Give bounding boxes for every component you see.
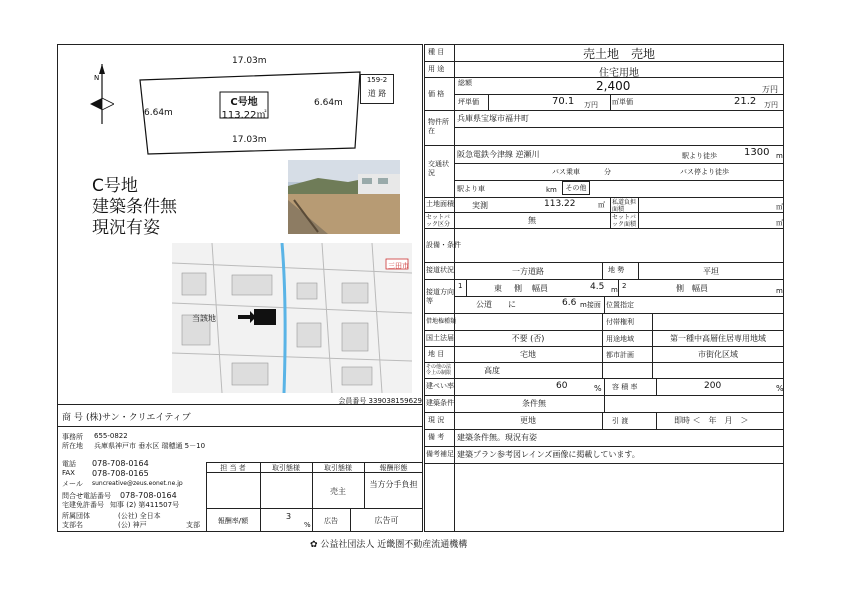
far-label: 容 積 率	[612, 383, 638, 391]
road-1-side: 側	[514, 284, 522, 293]
headline-line-1: C号地	[92, 176, 138, 196]
fax: 078-708-0165	[92, 469, 149, 478]
walk-distance: 1300	[744, 147, 770, 158]
road-1-unit: m	[611, 286, 618, 294]
land-area-unit: ㎡	[598, 201, 605, 209]
site-photo	[288, 160, 400, 234]
tsubo-label: 坪単価	[458, 98, 479, 106]
remarks-label: 備 考	[428, 433, 445, 441]
road-2-width-label: 幅員	[692, 284, 708, 293]
fee-value: 3	[286, 512, 292, 521]
tsubo-price: 70.1	[552, 96, 575, 107]
setback-area-label: セットバック面積	[612, 214, 637, 228]
fee-form: 当方分手負担	[369, 480, 418, 489]
plot-lot-area: 113.22㎡	[221, 110, 267, 121]
company-name-label: 商 号	[62, 413, 83, 423]
headline-line-3: 現況有姿	[92, 218, 160, 238]
position-designation-label: 位置指定	[606, 301, 634, 309]
km-unit: km	[546, 186, 557, 194]
current-state-label: 現 況	[428, 416, 445, 424]
remarks-supplement-label: 備考補足	[426, 450, 454, 458]
plot-top-width: 17.03m	[232, 56, 267, 66]
walk-label: 駅より徒歩	[682, 152, 717, 160]
walk-unit: m	[776, 152, 783, 160]
map-tag: 三田市	[388, 262, 409, 270]
transaction-type: 売主	[330, 487, 346, 496]
branch-suffix: 支部	[186, 521, 200, 529]
road-status-label: 接道状況	[426, 266, 454, 274]
remarks-supplement: 建築プラン参考図レインズ画像に掲載しています。	[457, 450, 640, 459]
member-number: 会員番号 339038159629	[338, 397, 422, 405]
bus-minutes: 分	[604, 168, 611, 176]
price-value: 2,400	[596, 79, 631, 93]
sqm-unit: 万円	[764, 101, 778, 109]
land-rent-label: 付帯権利	[606, 318, 634, 326]
price-sub-label: 総額	[458, 79, 472, 87]
road-1-width: 4.5	[590, 282, 605, 292]
road-direction-label: 接道方向等	[426, 288, 454, 305]
sqm-label: ㎡単価	[612, 98, 633, 106]
ad-value: 広告可	[374, 516, 399, 525]
private-road-unit: ㎡	[776, 203, 783, 211]
terrain: 平坦	[703, 267, 719, 276]
address-label: 所在地	[62, 442, 83, 450]
footer-text: 公益社団法人 近畿圏不動産流通機構	[320, 540, 468, 550]
north-arrow-icon	[86, 62, 114, 126]
road-length: 6.6	[562, 298, 577, 308]
tsubo-unit: 万円	[584, 101, 598, 109]
road-label: 道 路	[367, 89, 387, 98]
bus-label: バス乗車	[552, 168, 580, 176]
current-state: 更地	[520, 416, 536, 425]
staff-header-1: 担 当 者	[220, 464, 246, 472]
company-name: (株)サン・クリエイティブ	[86, 413, 191, 423]
assoc: (公社) 全日本	[118, 512, 161, 520]
land-area-type: 実測	[472, 201, 488, 210]
land-rights-label: 借地権種類	[426, 318, 457, 325]
national-land: 不要 (否)	[511, 334, 545, 343]
plot-left-depth: 6.64m	[144, 108, 173, 118]
road-2-unit: m	[776, 287, 783, 295]
remarks: 建築条件無。現況有姿	[457, 433, 537, 442]
road-length-unit: m接面	[580, 301, 601, 309]
plot-lot-name: C号地	[230, 97, 258, 108]
type-label: 種 目	[428, 48, 445, 56]
station: 阪急電鉄今津線 逆瀬川	[457, 150, 540, 159]
license-label: 宅建免許番号	[62, 501, 104, 509]
road-2-no: 2	[622, 282, 627, 290]
tel: 078-708-0164	[92, 459, 149, 468]
far: 200	[704, 381, 722, 391]
other-limits: 高度	[484, 366, 500, 375]
road-1-no: 1	[458, 282, 463, 290]
inquiry-label: 問合せ電話番号	[62, 492, 111, 500]
land-area-label: 土地面積	[426, 200, 454, 208]
bus-stop-walk-label: バス停より徒歩	[680, 168, 729, 176]
build-condition: 条件無	[522, 399, 546, 408]
headline-line-2: 建築条件無	[92, 197, 177, 217]
assoc-label: 所属団体	[62, 512, 90, 520]
status-label: 用 途	[428, 65, 445, 73]
headline	[92, 176, 177, 239]
fax-label: FAX	[62, 469, 75, 477]
mail: suncreative@zeus.eonet.ne.jp	[92, 480, 183, 487]
bcr-label: 建ぺい率	[426, 382, 454, 390]
setback-label: セットバック区分	[426, 214, 451, 228]
property-type: 売土地 売地	[582, 47, 655, 61]
staff-header-4: 報酬形態	[379, 464, 408, 472]
fee-label: 報酬率/額	[217, 517, 249, 525]
private-road-label: 私道負担面積	[612, 199, 637, 213]
location-label: 物件所在	[428, 118, 449, 135]
footer	[310, 537, 467, 550]
land-area: 113.22	[544, 199, 576, 209]
staff-header-2: 取引態様	[272, 464, 300, 472]
staff-header-3: 取引態様	[324, 464, 352, 472]
national-land-label: 国土法届	[426, 334, 454, 342]
road-2-side: 側	[676, 284, 684, 293]
bcr-unit: %	[594, 384, 602, 393]
zoning-label: 用途地域	[606, 335, 634, 343]
property-use: 住宅用地	[599, 68, 639, 79]
tel-label: 電話	[62, 460, 76, 468]
price-unit: 万円	[762, 85, 778, 94]
office-zip: 655-0822	[94, 432, 128, 440]
bcr: 60	[556, 381, 568, 391]
sqm-price: 21.2	[734, 96, 757, 107]
other-label: その他	[565, 184, 587, 192]
city-plan-label: 都市計画	[606, 351, 634, 359]
traffic-label: 交通状況	[428, 160, 449, 177]
zoning: 第一種中高層住居専用地域	[670, 334, 766, 343]
handover-label: 引 渡	[612, 417, 629, 425]
ad-label: 広告	[324, 517, 338, 525]
build-condition-label: 建築条件	[426, 399, 454, 407]
setback-area-unit: ㎡	[776, 219, 783, 227]
setback: 無	[528, 216, 536, 225]
city-plan: 市街化区域	[698, 350, 738, 359]
address: 兵庫県神戸市 垂水区 瑞穂通 5－10	[94, 442, 206, 450]
road-1-direction: 東	[494, 284, 502, 293]
branch: (公) 神戸	[118, 521, 147, 529]
svg-text:N: N	[94, 74, 100, 82]
plot-bottom-width: 17.03m	[232, 135, 267, 145]
other-limits-label: その他の法令上の制限	[426, 364, 452, 376]
mail-label: メール	[62, 480, 83, 488]
fee-unit: %	[304, 521, 311, 529]
road-1-width-label: 幅員	[532, 284, 548, 293]
land-category: 宅地	[520, 350, 536, 359]
license: 知事 (2) 第411507号	[110, 501, 180, 509]
map-subject-label: 当該地	[192, 314, 216, 323]
price-label: 価 格	[428, 90, 445, 98]
road-status: 一方道路	[512, 267, 544, 276]
location: 兵庫県宝塚市福井町	[457, 114, 529, 123]
facilities-label: 設備・条件	[426, 241, 461, 249]
road-ni: に	[508, 300, 516, 309]
inquiry: 078-708-0164	[120, 491, 177, 500]
association-logo-icon: ✿	[310, 540, 321, 550]
far-unit: %	[776, 384, 784, 393]
road-public: 公道	[476, 300, 492, 309]
terrain-label: 地 勢	[608, 266, 625, 274]
land-category-label: 地 目	[428, 350, 445, 358]
office-label: 事務所	[62, 433, 83, 441]
handover: 即時 ＜ 年 月 ＞	[674, 416, 749, 425]
road-number: 159-2	[366, 76, 388, 84]
branch-label: 支部名	[62, 521, 83, 529]
plot-right-depth: 6.64m	[314, 98, 343, 108]
from-station-car: 駅より車	[457, 185, 485, 193]
